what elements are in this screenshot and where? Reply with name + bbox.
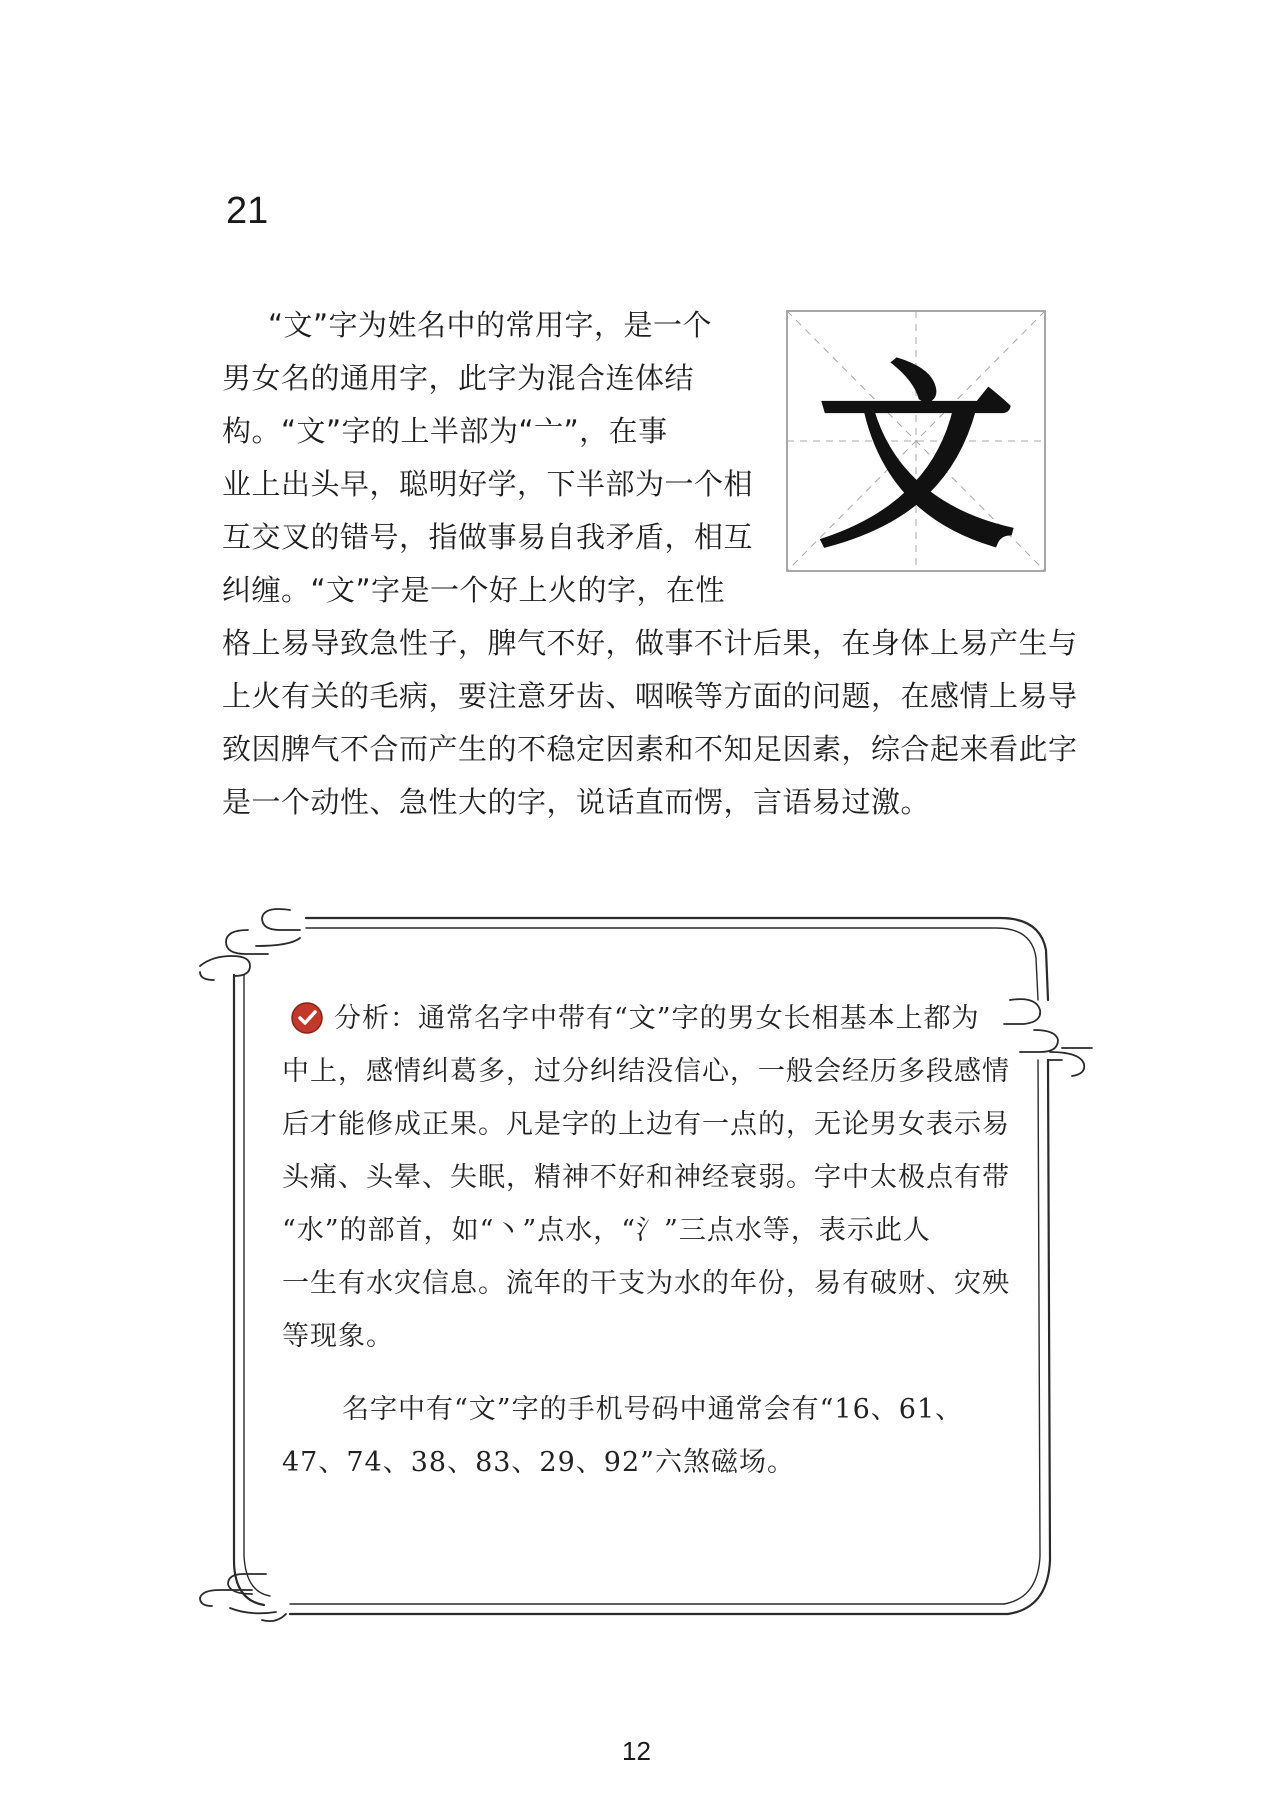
analysis-line: 名字中有“文”字的手机号码中通常会有“16、61、 bbox=[342, 1394, 964, 1425]
intro-line: 上火有关的毛病，要注意牙齿、咽喉等方面的问题，在感情上易导 bbox=[222, 679, 1078, 713]
analysis-line: 等现象。 bbox=[282, 1321, 394, 1352]
character-glyph: 文 bbox=[815, 343, 1017, 572]
cloud-ornament-bottom-left bbox=[200, 1574, 286, 1621]
intro-line: 格上易导致急性子，脾气不好，做事不计后果，在身体上易产生与 bbox=[222, 626, 1078, 660]
analysis-line: 头痛、头晕、失眠，精神不好和神经衰弱。字中太极点有带 bbox=[282, 1162, 1010, 1193]
intro-line: “文”字为姓名中的常用字，是一个 bbox=[268, 308, 713, 342]
cloud-ornament-top-left bbox=[200, 909, 300, 980]
analysis-line: 后才能修成正果。凡是字的上边有一点的，无论男女表示易 bbox=[282, 1109, 1010, 1140]
analysis-line: 通常名字中带有“文”字的男女长相基本上都为 bbox=[418, 1003, 980, 1034]
intro-line: 纠缠。“文”字是一个好上火的字，在性 bbox=[222, 573, 726, 607]
analysis-line: 中上，感情纠葛多，过分纠结没信心，一般会经历多段感情 bbox=[282, 1056, 1010, 1087]
analysis-label: 分析： bbox=[334, 1003, 418, 1034]
intro-line: 构。“文”字的上半部为“亠”，在事 bbox=[222, 414, 668, 448]
check-circle-icon bbox=[290, 1001, 324, 1035]
analysis-line: “水”的部首，如“丶”点水，“氵”三点水等，表示此人 bbox=[282, 1215, 931, 1246]
section-number: 21 bbox=[226, 190, 269, 232]
intro-line: 致因脾气不合而产生的不稳定因素和不知足因素，综合起来看此字 bbox=[222, 732, 1078, 766]
intro-line: 男女名的通用字，此字为混合连体结 bbox=[222, 361, 695, 395]
intro-line: 是一个动性、急性大的字，说话直而愣，言语易过激。 bbox=[222, 785, 931, 819]
intro-line: 互交叉的错号，指做事易自我矛盾，相互 bbox=[222, 520, 754, 554]
intro-line: 业上出头早，聪明好学，下半部为一个相 bbox=[222, 467, 754, 501]
analysis-line: 47、74、38、83、29、92”六煞磁场。 bbox=[282, 1447, 795, 1478]
analysis-line: 一生有水灾信息。流年的干支为水的年份，易有破财、灾殃 bbox=[282, 1268, 1010, 1299]
page-number: 12 bbox=[622, 1736, 651, 1766]
